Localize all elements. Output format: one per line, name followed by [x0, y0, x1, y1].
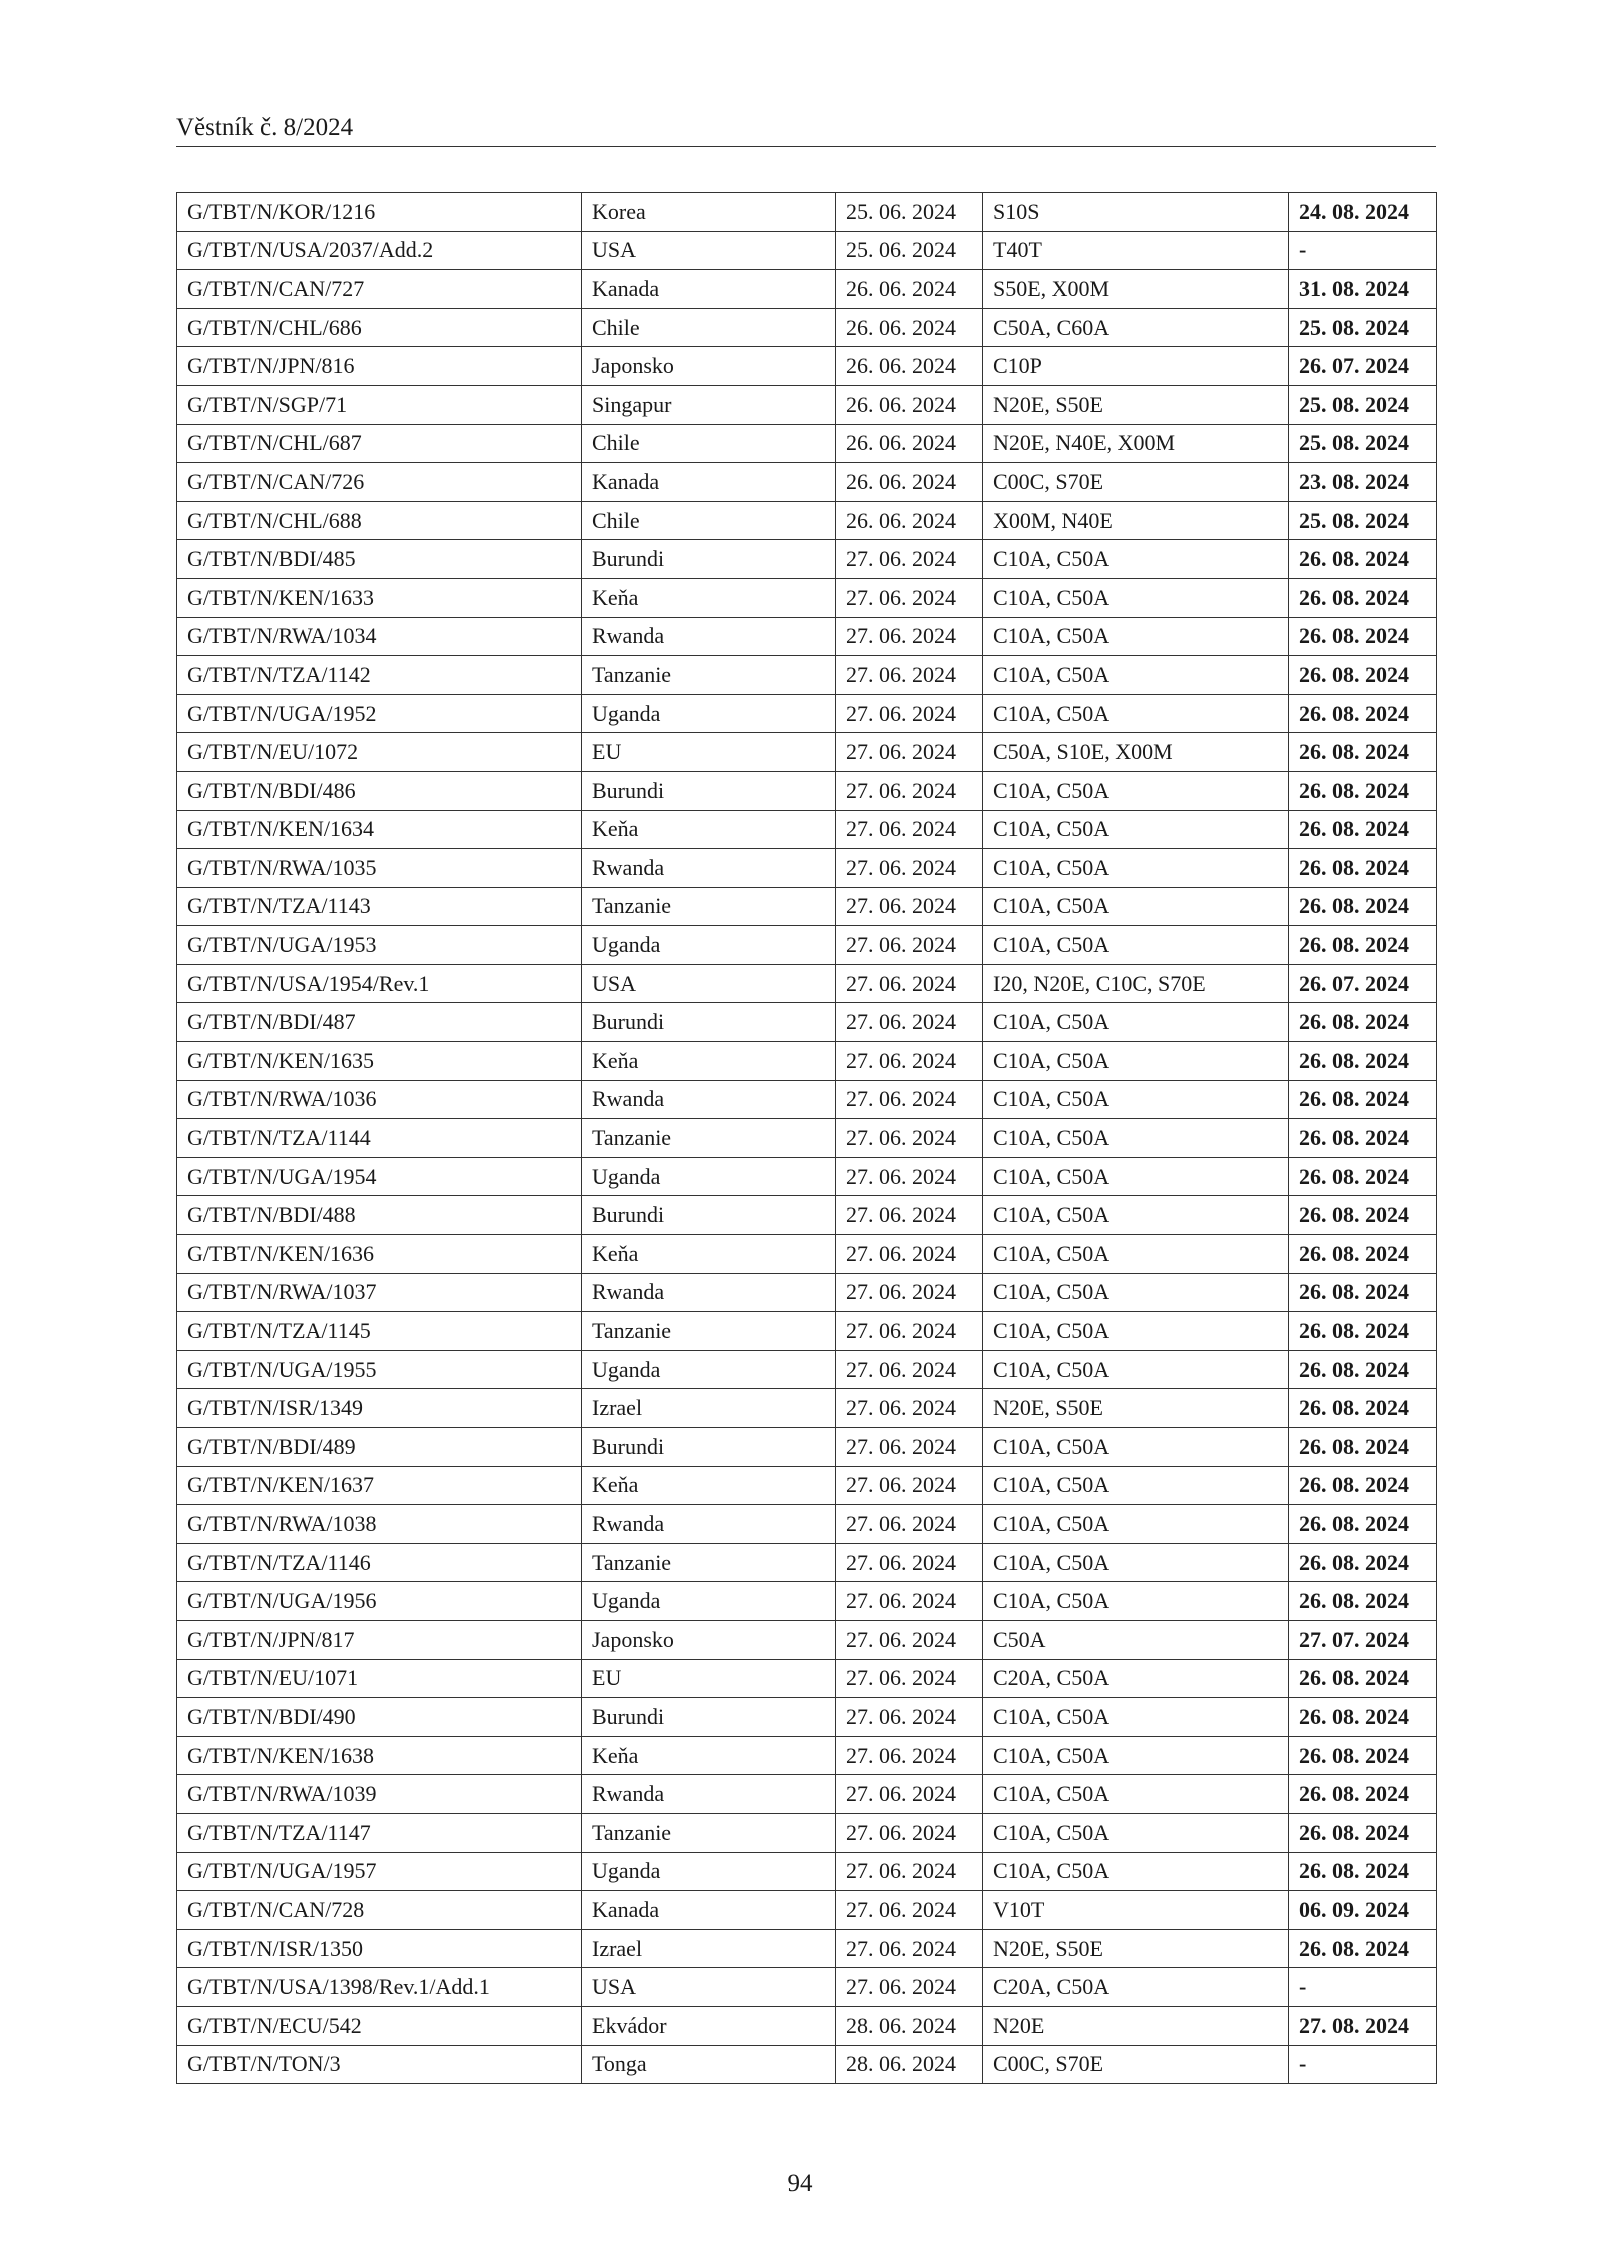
comment-deadline-cell: 26. 08. 2024: [1289, 578, 1437, 617]
notification-date-cell: 27. 06. 2024: [836, 1042, 983, 1081]
notification-code-cell: G/TBT/N/CHL/686: [177, 308, 582, 347]
notification-code-cell: G/TBT/N/USA/2037/Add.2: [177, 231, 582, 270]
page-number: 94: [787, 2170, 813, 2197]
table-row: [177, 1543, 1437, 1582]
comment-deadline-cell: 26. 08. 2024: [1289, 1775, 1437, 1814]
table-row: [177, 270, 1437, 309]
country-cell: Burundi: [582, 540, 836, 579]
country-cell: Tanzanie: [582, 1543, 836, 1582]
notification-code-cell: G/TBT/N/ISR/1350: [177, 1929, 582, 1968]
comment-deadline-cell: 26. 08. 2024: [1289, 694, 1437, 733]
notification-code-cell: G/TBT/N/KEN/1634: [177, 810, 582, 849]
table-row: [177, 1350, 1437, 1389]
category-codes-cell: C10A, C50A: [983, 656, 1289, 695]
notification-code-cell: G/TBT/N/TZA/1146: [177, 1543, 582, 1582]
notification-code-cell: G/TBT/N/BDI/485: [177, 540, 582, 579]
notification-date-cell: 25. 06. 2024: [836, 193, 983, 232]
table-row: [177, 424, 1437, 463]
country-cell: EU: [582, 1659, 836, 1698]
category-codes-cell: C10A, C50A: [983, 1736, 1289, 1775]
category-codes-cell: C10A, C50A: [983, 1080, 1289, 1119]
comment-deadline-cell: 26. 08. 2024: [1289, 733, 1437, 772]
comment-deadline-cell: 26. 08. 2024: [1289, 1813, 1437, 1852]
notification-code-cell: G/TBT/N/BDI/487: [177, 1003, 582, 1042]
notification-date-cell: 27. 06. 2024: [836, 1852, 983, 1891]
notification-code-cell: G/TBT/N/KEN/1636: [177, 1235, 582, 1274]
notification-date-cell: 27. 06. 2024: [836, 887, 983, 926]
comment-deadline-cell: 26. 08. 2024: [1289, 1428, 1437, 1467]
country-cell: Chile: [582, 424, 836, 463]
category-codes-cell: C10A, C50A: [983, 887, 1289, 926]
category-codes-cell: X00M, N40E: [983, 501, 1289, 540]
country-cell: Rwanda: [582, 1775, 836, 1814]
category-codes-cell: C10A, C50A: [983, 578, 1289, 617]
category-codes-cell: S10S: [983, 193, 1289, 232]
category-codes-cell: C20A, C50A: [983, 1968, 1289, 2007]
table-row: [177, 1312, 1437, 1351]
table-row: [177, 1235, 1437, 1274]
country-cell: Kanada: [582, 270, 836, 309]
notification-code-cell: G/TBT/N/UGA/1952: [177, 694, 582, 733]
table-row: [177, 1582, 1437, 1621]
comment-deadline-cell: 24. 08. 2024: [1289, 193, 1437, 232]
comment-deadline-cell: 26. 08. 2024: [1289, 656, 1437, 695]
country-cell: Tanzanie: [582, 1119, 836, 1158]
notification-date-cell: 28. 06. 2024: [836, 2006, 983, 2045]
notification-code-cell: G/TBT/N/USA/1954/Rev.1: [177, 964, 582, 1003]
category-codes-cell: N20E, N40E, X00M: [983, 424, 1289, 463]
country-cell: Izrael: [582, 1389, 836, 1428]
notification-date-cell: 27. 06. 2024: [836, 656, 983, 695]
notification-date-cell: 27. 06. 2024: [836, 1466, 983, 1505]
country-cell: Burundi: [582, 1698, 836, 1737]
category-codes-cell: C10A, C50A: [983, 810, 1289, 849]
comment-deadline-cell: 26. 08. 2024: [1289, 887, 1437, 926]
category-codes-cell: C10A, C50A: [983, 1235, 1289, 1274]
country-cell: USA: [582, 1968, 836, 2007]
table-row: [177, 463, 1437, 502]
country-cell: USA: [582, 231, 836, 270]
table-row: [177, 2045, 1437, 2084]
category-codes-cell: T40T: [983, 231, 1289, 270]
country-cell: Izrael: [582, 1929, 836, 1968]
category-codes-cell: N20E, S50E: [983, 1929, 1289, 1968]
journal-title: Věstník č. 8/2024: [176, 114, 354, 141]
comment-deadline-cell: 26. 08. 2024: [1289, 1157, 1437, 1196]
category-codes-cell: C50A, C60A: [983, 308, 1289, 347]
table-row: [177, 1813, 1437, 1852]
notification-code-cell: G/TBT/N/BDI/488: [177, 1196, 582, 1235]
category-codes-cell: I20, N20E, C10C, S70E: [983, 964, 1289, 1003]
page-header: [176, 112, 1436, 147]
notification-code-cell: G/TBT/N/RWA/1036: [177, 1080, 582, 1119]
notification-date-cell: 27. 06. 2024: [836, 1582, 983, 1621]
category-codes-cell: C10A, C50A: [983, 694, 1289, 733]
notification-date-cell: 25. 06. 2024: [836, 231, 983, 270]
notification-date-cell: 26. 06. 2024: [836, 270, 983, 309]
notification-date-cell: 27. 06. 2024: [836, 694, 983, 733]
notification-date-cell: 27. 06. 2024: [836, 1119, 983, 1158]
category-codes-cell: C10A, C50A: [983, 1003, 1289, 1042]
notification-code-cell: G/TBT/N/RWA/1038: [177, 1505, 582, 1544]
category-codes-cell: C10A, C50A: [983, 617, 1289, 656]
table-row: [177, 308, 1437, 347]
category-codes-cell: C10A, C50A: [983, 1852, 1289, 1891]
notification-code-cell: G/TBT/N/UGA/1953: [177, 926, 582, 965]
notification-date-cell: 27. 06. 2024: [836, 1505, 983, 1544]
country-cell: Rwanda: [582, 1505, 836, 1544]
notification-code-cell: G/TBT/N/UGA/1954: [177, 1157, 582, 1196]
category-codes-cell: C10A, C50A: [983, 1157, 1289, 1196]
table-row: [177, 1929, 1437, 1968]
category-codes-cell: S50E, X00M: [983, 270, 1289, 309]
category-codes-cell: C10A, C50A: [983, 1273, 1289, 1312]
comment-deadline-cell: 26. 08. 2024: [1289, 1042, 1437, 1081]
category-codes-cell: C00C, S70E: [983, 2045, 1289, 2084]
country-cell: Keňa: [582, 810, 836, 849]
notification-code-cell: G/TBT/N/BDI/490: [177, 1698, 582, 1737]
notification-code-cell: G/TBT/N/KEN/1635: [177, 1042, 582, 1081]
country-cell: Keňa: [582, 1235, 836, 1274]
table-row: [177, 733, 1437, 772]
notification-date-cell: 26. 06. 2024: [836, 347, 983, 386]
notification-date-cell: 27. 06. 2024: [836, 1003, 983, 1042]
country-cell: Kanada: [582, 1891, 836, 1930]
comment-deadline-cell: 31. 08. 2024: [1289, 270, 1437, 309]
country-cell: Rwanda: [582, 1080, 836, 1119]
notification-date-cell: 27. 06. 2024: [836, 1389, 983, 1428]
category-codes-cell: C10A, C50A: [983, 849, 1289, 888]
category-codes-cell: C50A: [983, 1620, 1289, 1659]
table-row: [177, 347, 1437, 386]
table-row: [177, 694, 1437, 733]
notification-date-cell: 27. 06. 2024: [836, 964, 983, 1003]
category-codes-cell: C50A, S10E, X00M: [983, 733, 1289, 772]
comment-deadline-cell: 26. 08. 2024: [1289, 1929, 1437, 1968]
category-codes-cell: C10A, C50A: [983, 1505, 1289, 1544]
country-cell: Tanzanie: [582, 1312, 836, 1351]
country-cell: Tanzanie: [582, 656, 836, 695]
notification-code-cell: G/TBT/N/KOR/1216: [177, 193, 582, 232]
country-cell: EU: [582, 733, 836, 772]
category-codes-cell: C10A, C50A: [983, 1698, 1289, 1737]
notification-code-cell: G/TBT/N/BDI/486: [177, 771, 582, 810]
notification-date-cell: 26. 06. 2024: [836, 308, 983, 347]
notification-date-cell: 27. 06. 2024: [836, 771, 983, 810]
table-row: [177, 385, 1437, 424]
notification-date-cell: 28. 06. 2024: [836, 2045, 983, 2084]
comment-deadline-cell: 26. 08. 2024: [1289, 1273, 1437, 1312]
comment-deadline-cell: 25. 08. 2024: [1289, 501, 1437, 540]
country-cell: Rwanda: [582, 1273, 836, 1312]
country-cell: Burundi: [582, 1196, 836, 1235]
notifications-table-body: [177, 193, 1437, 2084]
comment-deadline-cell: 26. 08. 2024: [1289, 1080, 1437, 1119]
table-row: [177, 1891, 1437, 1930]
notification-date-cell: 26. 06. 2024: [836, 463, 983, 502]
comment-deadline-cell: 26. 08. 2024: [1289, 1698, 1437, 1737]
notification-code-cell: G/TBT/N/UGA/1957: [177, 1852, 582, 1891]
notification-code-cell: G/TBT/N/JPN/817: [177, 1620, 582, 1659]
notification-code-cell: G/TBT/N/RWA/1037: [177, 1273, 582, 1312]
comment-deadline-cell: 26. 08. 2024: [1289, 1196, 1437, 1235]
table-row: [177, 1968, 1437, 2007]
table-row: [177, 1157, 1437, 1196]
notification-code-cell: G/TBT/N/KEN/1637: [177, 1466, 582, 1505]
category-codes-cell: C10A, C50A: [983, 926, 1289, 965]
comment-deadline-cell: 06. 09. 2024: [1289, 1891, 1437, 1930]
table-row: [177, 617, 1437, 656]
category-codes-cell: C10A, C50A: [983, 1119, 1289, 1158]
comment-deadline-cell: 27. 08. 2024: [1289, 2006, 1437, 2045]
notification-date-cell: 27. 06. 2024: [836, 1235, 983, 1274]
notification-date-cell: 26. 06. 2024: [836, 424, 983, 463]
notification-date-cell: 27. 06. 2024: [836, 1273, 983, 1312]
notification-code-cell: G/TBT/N/UGA/1956: [177, 1582, 582, 1621]
notification-date-cell: 27. 06. 2024: [836, 1196, 983, 1235]
notification-date-cell: 27. 06. 2024: [836, 1929, 983, 1968]
table-row: [177, 849, 1437, 888]
comment-deadline-cell: 26. 08. 2024: [1289, 926, 1437, 965]
table-row: [177, 926, 1437, 965]
country-cell: Uganda: [582, 1350, 836, 1389]
table-row: [177, 578, 1437, 617]
comment-deadline-cell: 27. 07. 2024: [1289, 1620, 1437, 1659]
table-row: [177, 540, 1437, 579]
country-cell: Uganda: [582, 1157, 836, 1196]
comment-deadline-cell: 26. 08. 2024: [1289, 771, 1437, 810]
category-codes-cell: C10A, C50A: [983, 1582, 1289, 1621]
comment-deadline-cell: 26. 08. 2024: [1289, 617, 1437, 656]
comment-deadline-cell: 26. 08. 2024: [1289, 1235, 1437, 1274]
notification-date-cell: 27. 06. 2024: [836, 1968, 983, 2007]
table-row: [177, 1620, 1437, 1659]
comment-deadline-cell: 26. 08. 2024: [1289, 1312, 1437, 1351]
country-cell: Uganda: [582, 694, 836, 733]
table-row: [177, 1852, 1437, 1891]
country-cell: Tonga: [582, 2045, 836, 2084]
comment-deadline-cell: 26. 08. 2024: [1289, 1505, 1437, 1544]
country-cell: Uganda: [582, 1852, 836, 1891]
country-cell: Keňa: [582, 1736, 836, 1775]
notification-date-cell: 27. 06. 2024: [836, 849, 983, 888]
country-cell: Singapur: [582, 385, 836, 424]
table-row: [177, 1505, 1437, 1544]
notification-code-cell: G/TBT/N/CHL/687: [177, 424, 582, 463]
country-cell: Japonsko: [582, 1620, 836, 1659]
table-row: [177, 656, 1437, 695]
table-row: [177, 887, 1437, 926]
table-row: [177, 964, 1437, 1003]
notification-date-cell: 27. 06. 2024: [836, 578, 983, 617]
category-codes-cell: N20E, S50E: [983, 1389, 1289, 1428]
notification-date-cell: 27. 06. 2024: [836, 926, 983, 965]
category-codes-cell: C10A, C50A: [983, 771, 1289, 810]
notification-code-cell: G/TBT/N/EU/1071: [177, 1659, 582, 1698]
table-row: [177, 1659, 1437, 1698]
notification-date-cell: 26. 06. 2024: [836, 385, 983, 424]
notifications-table: [176, 192, 1437, 2084]
notification-code-cell: G/TBT/N/RWA/1034: [177, 617, 582, 656]
notification-code-cell: G/TBT/N/CAN/728: [177, 1891, 582, 1930]
notification-code-cell: G/TBT/N/TZA/1144: [177, 1119, 582, 1158]
country-cell: Tanzanie: [582, 1813, 836, 1852]
country-cell: Japonsko: [582, 347, 836, 386]
category-codes-cell: C10A, C50A: [983, 1428, 1289, 1467]
category-codes-cell: C10A, C50A: [983, 1813, 1289, 1852]
country-cell: Uganda: [582, 926, 836, 965]
category-codes-cell: C10A, C50A: [983, 1350, 1289, 1389]
country-cell: Chile: [582, 308, 836, 347]
country-cell: Kanada: [582, 463, 836, 502]
comment-deadline-cell: 26. 08. 2024: [1289, 1389, 1437, 1428]
comment-deadline-cell: 26. 08. 2024: [1289, 1466, 1437, 1505]
comment-deadline-cell: -: [1289, 231, 1437, 270]
notification-date-cell: 27. 06. 2024: [836, 1813, 983, 1852]
category-codes-cell: C00C, S70E: [983, 463, 1289, 502]
notification-date-cell: 27. 06. 2024: [836, 1698, 983, 1737]
country-cell: Keňa: [582, 578, 836, 617]
comment-deadline-cell: 26. 07. 2024: [1289, 347, 1437, 386]
category-codes-cell: V10T: [983, 1891, 1289, 1930]
notification-date-cell: 27. 06. 2024: [836, 733, 983, 772]
notification-code-cell: G/TBT/N/RWA/1039: [177, 1775, 582, 1814]
notification-code-cell: G/TBT/N/EU/1072: [177, 733, 582, 772]
country-cell: Keňa: [582, 1466, 836, 1505]
notification-code-cell: G/TBT/N/TZA/1145: [177, 1312, 582, 1351]
notification-code-cell: G/TBT/N/CAN/727: [177, 270, 582, 309]
comment-deadline-cell: 25. 08. 2024: [1289, 424, 1437, 463]
country-cell: Rwanda: [582, 617, 836, 656]
notification-code-cell: G/TBT/N/JPN/816: [177, 347, 582, 386]
category-codes-cell: C10A, C50A: [983, 1196, 1289, 1235]
comment-deadline-cell: 26. 08. 2024: [1289, 1003, 1437, 1042]
country-cell: Chile: [582, 501, 836, 540]
category-codes-cell: C10A, C50A: [983, 1042, 1289, 1081]
comment-deadline-cell: 26. 07. 2024: [1289, 964, 1437, 1003]
category-codes-cell: C10A, C50A: [983, 1466, 1289, 1505]
notification-code-cell: G/TBT/N/CHL/688: [177, 501, 582, 540]
comment-deadline-cell: 25. 08. 2024: [1289, 385, 1437, 424]
table-row: [177, 1389, 1437, 1428]
category-codes-cell: C10A, C50A: [983, 1312, 1289, 1351]
notification-date-cell: 27. 06. 2024: [836, 1080, 983, 1119]
country-cell: Burundi: [582, 771, 836, 810]
category-codes-cell: C10A, C50A: [983, 1543, 1289, 1582]
table-row: [177, 1080, 1437, 1119]
country-cell: Uganda: [582, 1582, 836, 1621]
notification-date-cell: 27. 06. 2024: [836, 1543, 983, 1582]
comment-deadline-cell: -: [1289, 1968, 1437, 2007]
notification-code-cell: G/TBT/N/UGA/1955: [177, 1350, 582, 1389]
comment-deadline-cell: 26. 08. 2024: [1289, 540, 1437, 579]
notification-date-cell: 27. 06. 2024: [836, 1428, 983, 1467]
notification-code-cell: G/TBT/N/TZA/1143: [177, 887, 582, 926]
country-cell: Ekvádor: [582, 2006, 836, 2045]
country-cell: Tanzanie: [582, 887, 836, 926]
table-row: [177, 810, 1437, 849]
comment-deadline-cell: 26. 08. 2024: [1289, 1543, 1437, 1582]
notification-date-cell: 27. 06. 2024: [836, 1350, 983, 1389]
country-cell: Burundi: [582, 1428, 836, 1467]
comment-deadline-cell: 26. 08. 2024: [1289, 849, 1437, 888]
notification-code-cell: G/TBT/N/ISR/1349: [177, 1389, 582, 1428]
comment-deadline-cell: 26. 08. 2024: [1289, 1852, 1437, 1891]
notification-code-cell: G/TBT/N/CAN/726: [177, 463, 582, 502]
comment-deadline-cell: 26. 08. 2024: [1289, 1350, 1437, 1389]
table-row: [177, 1119, 1437, 1158]
notification-date-cell: 27. 06. 2024: [836, 810, 983, 849]
table-row: [177, 1042, 1437, 1081]
category-codes-cell: C20A, C50A: [983, 1659, 1289, 1698]
table-row: [177, 1273, 1437, 1312]
country-cell: Korea: [582, 193, 836, 232]
notification-date-cell: 27. 06. 2024: [836, 1312, 983, 1351]
notification-date-cell: 27. 06. 2024: [836, 1891, 983, 1930]
comment-deadline-cell: -: [1289, 2045, 1437, 2084]
table-row: [177, 1736, 1437, 1775]
notification-code-cell: G/TBT/N/KEN/1633: [177, 578, 582, 617]
notification-code-cell: G/TBT/N/RWA/1035: [177, 849, 582, 888]
notification-date-cell: 27. 06. 2024: [836, 1620, 983, 1659]
country-cell: Burundi: [582, 1003, 836, 1042]
table-row: [177, 1775, 1437, 1814]
notification-date-cell: 27. 06. 2024: [836, 1736, 983, 1775]
category-codes-cell: C10A, C50A: [983, 1775, 1289, 1814]
category-codes-cell: C10A, C50A: [983, 540, 1289, 579]
notification-date-cell: 27. 06. 2024: [836, 540, 983, 579]
comment-deadline-cell: 26. 08. 2024: [1289, 1659, 1437, 1698]
country-cell: Rwanda: [582, 849, 836, 888]
notification-code-cell: G/TBT/N/KEN/1638: [177, 1736, 582, 1775]
notification-date-cell: 26. 06. 2024: [836, 501, 983, 540]
notification-date-cell: 27. 06. 2024: [836, 617, 983, 656]
table-row: [177, 193, 1437, 232]
category-codes-cell: C10P: [983, 347, 1289, 386]
notification-date-cell: 27. 06. 2024: [836, 1157, 983, 1196]
comment-deadline-cell: 26. 08. 2024: [1289, 1582, 1437, 1621]
notification-code-cell: G/TBT/N/SGP/71: [177, 385, 582, 424]
notification-code-cell: G/TBT/N/TZA/1142: [177, 656, 582, 695]
comment-deadline-cell: 26. 08. 2024: [1289, 1119, 1437, 1158]
table-row: [177, 1196, 1437, 1235]
country-cell: USA: [582, 964, 836, 1003]
table-row: [177, 1428, 1437, 1467]
category-codes-cell: N20E: [983, 2006, 1289, 2045]
country-cell: Keňa: [582, 1042, 836, 1081]
table-row: [177, 231, 1437, 270]
table-row: [177, 1698, 1437, 1737]
comment-deadline-cell: 25. 08. 2024: [1289, 308, 1437, 347]
notification-code-cell: G/TBT/N/TON/3: [177, 2045, 582, 2084]
table-row: [177, 2006, 1437, 2045]
table-row: [177, 1003, 1437, 1042]
notification-code-cell: G/TBT/N/BDI/489: [177, 1428, 582, 1467]
notification-date-cell: 27. 06. 2024: [836, 1659, 983, 1698]
comment-deadline-cell: 26. 08. 2024: [1289, 810, 1437, 849]
table-row: [177, 501, 1437, 540]
category-codes-cell: N20E, S50E: [983, 385, 1289, 424]
comment-deadline-cell: 26. 08. 2024: [1289, 1736, 1437, 1775]
table-row: [177, 771, 1437, 810]
notification-code-cell: G/TBT/N/ECU/542: [177, 2006, 582, 2045]
comment-deadline-cell: 23. 08. 2024: [1289, 463, 1437, 502]
notification-code-cell: G/TBT/N/USA/1398/Rev.1/Add.1: [177, 1968, 582, 2007]
notification-code-cell: G/TBT/N/TZA/1147: [177, 1813, 582, 1852]
notification-date-cell: 27. 06. 2024: [836, 1775, 983, 1814]
table-row: [177, 1466, 1437, 1505]
